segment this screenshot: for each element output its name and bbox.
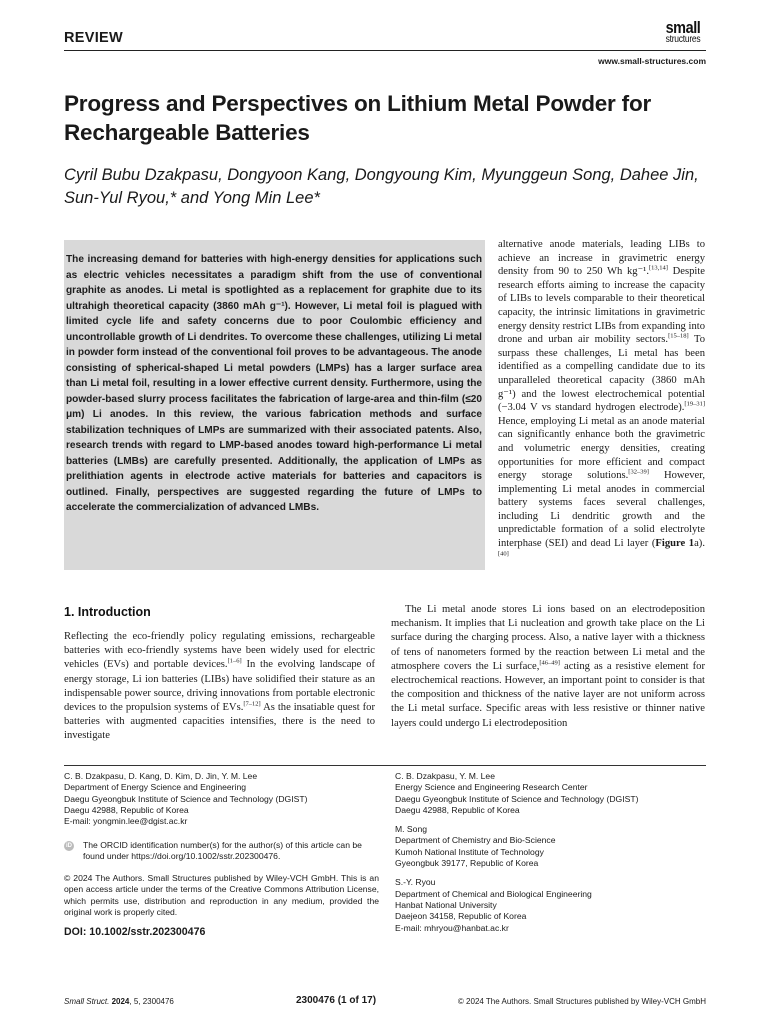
citation-link[interactable]: [15–18] [668,332,689,340]
affiliation-block-left [64,771,379,827]
citation-link[interactable]: [19–31] [684,400,705,408]
footnote-rule [64,765,706,766]
citation-link[interactable]: [46–49] [539,659,560,667]
citation-link[interactable]: [7–12] [243,700,261,708]
affiliation-names: C. B. Dzakpasu, D. Kang, D. Kim, D. Jin, Y. M. Lee [64,771,258,781]
affiliation-dept: Department of Energy Science and Engineering [64,782,247,793]
affiliation-names: M. Song [395,824,428,835]
figure-link[interactable]: Figure 1 [655,538,695,550]
affiliation-entry: S.-Y. Ryou Department of Chemical and Biological Engineering Hanbat National University Daejeon 34158, Republic of Korea E-mail: mhryou@hanbat.ac.kr [395,877,705,933]
orcid-note [64,840,379,863]
author-list: Cyril Bubu Dzakpasu, Dongyoon Kang, Dongyoung Kim, Myunggeun Song, Dahee Jin, Sun-Yul Ryou,* and Yong Min Lee* [64,166,699,207]
affiliation-inst: Daegu Gyeongbuk Institute of Science and Technology (DGIST) [64,793,308,804]
logo-structures: structures [665,34,701,45]
affiliation-names: S.-Y. Ryou [395,877,436,888]
footer-copyright: © 2024 The Authors. Small Structures published by Wiley-VCH GmbH [457,997,706,1006]
footer-journal-ref: Small Struct. 2024, 5, 2300476 [64,997,174,1006]
doi-link[interactable]: DOI: 10.1002/sstr.202300476 [64,926,206,938]
affiliation-block-right [395,771,705,942]
orcid-text: The ORCID identification number(s) for the author(s) of this article can be found under https://doi.org/10.1002/sstr.202300476. [83,840,362,862]
journal-logo [660,19,706,45]
footer-page-number: 2300476 (1 of 17) [296,995,377,1006]
abstract-text: The increasing demand for batteries with high-energy densities for applications such as electric vehicles necessitates a paradigm shift from the use of conventional graphite as anodes. Li metal is spotlighted as a replacement for graphite due to its ultrahigh theoretical capacity (3860 mAh g⁻¹). However, Li metal foil is plagued with limited cycle life and safety concerns due to poor Coulombic efficiency and uncontrollable growth of Li dendrites. To overcome these challenges, utilizing Li metal in powder form instead of the conventional foil proves to be advantageous. The anode consisting of spherical-shaped Li metal powders (LMPs) has a larger surface area than Li metal foil, resulting in a lower effective current density. Furthermore, using the powder-based slurry process facilitates the fabrication of large-area and thin-film (≤20 μm) Li anodes. In this review, the various fabrication methods and surface stabilization techniques of LMPs are summarized with their associated patents. Also, research trends with regard to LMP-based anodes toward high-performance Li metal batteries (LMBs) are carefully presented. Additionally, the application of LMPs as prelithiation agents in electrode active materials for batteries and capacitors is outlined. Finally, perspectives are suggested regarding the future of LMPs to accelerate the commercialization of advanced LMBs. [66,254,482,513]
affiliation-entry: M. Song Department of Chemistry and Bio-Science Kumoh National Institute of Technology Gyeongbuk 39177, Republic of Korea [395,824,705,869]
license-text: © 2024 The Authors. Small Structures published by Wiley-VCH GmbH. This is an open access article under the terms of the Creative Commons Attribution License, which permits use, distribution and reproduction in any medium, provided the original work is properly cited. [64,873,379,917]
citation-link[interactable]: [1–6] [227,657,242,665]
affiliation-city: Daegu 42988, Republic of Korea [64,804,189,815]
body-text-right-bottom: The Li metal anode stores Li ions based on an electrodeposition mechanism. It implies that Li nucleation and growth take place on the Li surface during the charging process. Also, a native layer with a thickness of tens of nanometers formed by the reaction between Li metal and the atmosphere covers the Li surface,[46–49] acting as a resistive element for electrochemical reactions. However, an important point to consider is that the composition and thickness of the native layer are not uniform across the Li metal surface. Specific areas with less resistive or thinner native layers could undergo Li electrodeposition [391,604,705,729]
section-label: REVIEW [64,30,123,46]
affiliation-entry: C. B. Dzakpasu, Y. M. Lee Energy Science and Engineering Research Center Daegu Gyeongbuk Institute of Science and Technology (DGIST) Daegu 42988, Republic of Korea [395,771,705,816]
affiliation-email-link[interactable]: E-mail: yongmin.lee@dgist.ac.kr [64,816,188,827]
logo-small: small [665,18,701,37]
citation-link[interactable]: [13,14] [649,264,668,272]
section-heading-introduction: 1. Introduction [64,605,151,619]
header-rule [64,50,706,51]
affiliation-names: C. B. Dzakpasu, Y. M. Lee [395,771,495,781]
article-title: Progress and Perspectives on Lithium Metal Powder for Rechargeable Batteries [64,91,652,145]
citation-link[interactable]: [40] [498,550,509,558]
affiliation-email-link[interactable]: E-mail: mhryou@hanbat.ac.kr [395,922,509,933]
citation-link[interactable]: [32–39] [628,468,649,476]
body-text-introduction: Reflecting the eco-friendly policy regulating emissions, rechargeable batteries with eco-friendly systems have been widely used for electric vehicles (EVs) and portable devices.[1–6] In the evolving landscape of energy storage, Li ion batteries (LIBs) have solidified their stature as an indispensable power source, driving innovations from portable electronic devices to the propulsion systems of EVs.[7–12] As the insatiable quest for batteries with augmented capacities intensifies, there is the need to investigate [64,631,375,742]
journal-url-link[interactable]: www.small-structures.com [598,56,706,66]
body-text-right-top: alternative anode materials, leading LIBs to achieve an increase in gravimetric energy density from 90 to 250 Wh kg⁻¹.[13,14] Despite research efforts aiming to increase the capacity of LIBs to levels comparable to their theoretical capacity, the intrinsic limitations in gravimetric energy density restrict LIBs from expanding into drone and urban air mobility sectors.[15–18] To surpass these challenges, Li metal has been identified as a compelling candidate due to its unparalleled theoretical capacity (3860 mAh g⁻¹) and the lowest electrochemical potential (−3.04 V vs standard hydrogen electrode).[19–31] Hence, employing Li metal as an anode material can significantly enhance both the gravimetric and volumetric energy densities, creating opportunities for more efficient and compact energy storage solutions.[32–39] However, implementing Li metal anodes in commercial battery systems faces several challenges, including Li dendritic growth and the unpredictable formation of a solid electrolyte interphase (SEI) and dead Li layer (Figure 1a).[40] [498,239,705,558]
orcid-icon[interactable]: iD [66,843,72,849]
